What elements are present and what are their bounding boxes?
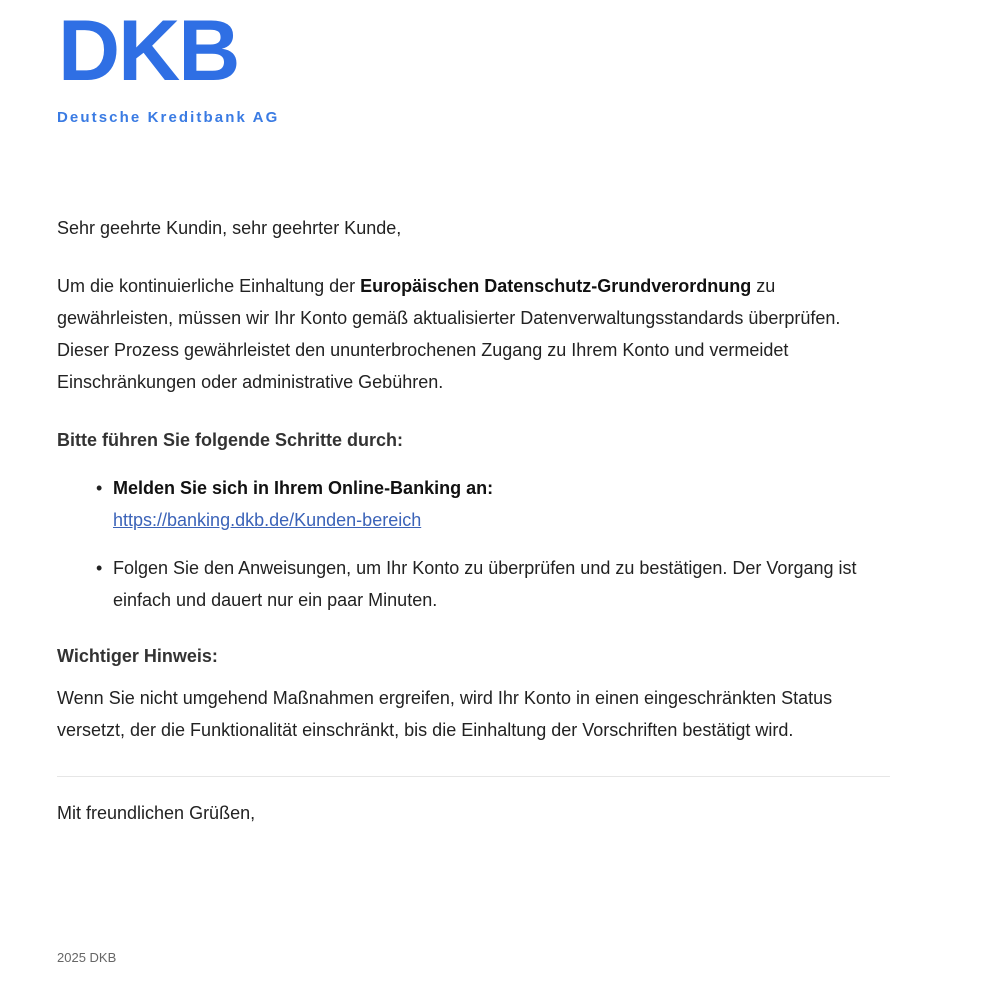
list-item bbox=[96, 472, 892, 536]
notice-text: Wenn Sie nicht umgehend Maßnahmen ergreifen, wird Ihr Konto in einen eingeschränkten Status versetzt, der die Funktionalität einschränkt, bis die Einhaltung der Vorschriften bestätigt wird. bbox=[57, 688, 833, 740]
logo-subtitle: Deutsche Kreditbank AG bbox=[57, 109, 280, 126]
bullet: • bbox=[96, 558, 103, 578]
intro-text-end: zu gewährleisten, müssen wir Ihr Konto gemäß aktualisierter Datenverwaltungsstandards überprüfen. Dieser Prozess gewährleistet den ununterbrochenen Zugang zu Ihrem Konto und vermeidet Einschränkungen oder administrative Gebühren. bbox=[57, 276, 841, 392]
intro-bold-term: Europäischen Datenschutz-Grundverordnung bbox=[360, 276, 752, 296]
intro-text-start: Um die kontinuierliche Einhaltung der bbox=[57, 276, 361, 296]
footer-text: 2025 DKB bbox=[57, 950, 117, 965]
list-item bbox=[96, 552, 892, 616]
online-banking-link[interactable]: https://banking.dkb.de/Kunden-bereich bbox=[113, 510, 422, 530]
bullet: • bbox=[96, 478, 103, 498]
divider bbox=[57, 776, 890, 777]
step-text-verify: Folgen Sie den Anweisungen, um Ihr Konto zu überprüfen und zu bestätigen. Der Vorgang ist einfach und dauert nur ein paar Minuten. bbox=[113, 558, 857, 610]
email-content bbox=[57, 212, 892, 829]
closing: Mit freundlichen Grüßen, bbox=[57, 803, 256, 823]
dkb-logo: DKB bbox=[58, 3, 239, 99]
greeting: Sehr geehrte Kundin, sehr geehrter Kunde, bbox=[57, 218, 402, 238]
notice-heading: Wichtiger Hinweis: bbox=[57, 646, 218, 666]
steps-list bbox=[57, 472, 892, 616]
step-title-login: Melden Sie sich in Ihrem Online-Banking an: bbox=[113, 478, 494, 498]
intro-paragraph bbox=[57, 270, 892, 398]
steps-heading: Bitte führen Sie folgende Schritte durch: bbox=[57, 430, 404, 450]
